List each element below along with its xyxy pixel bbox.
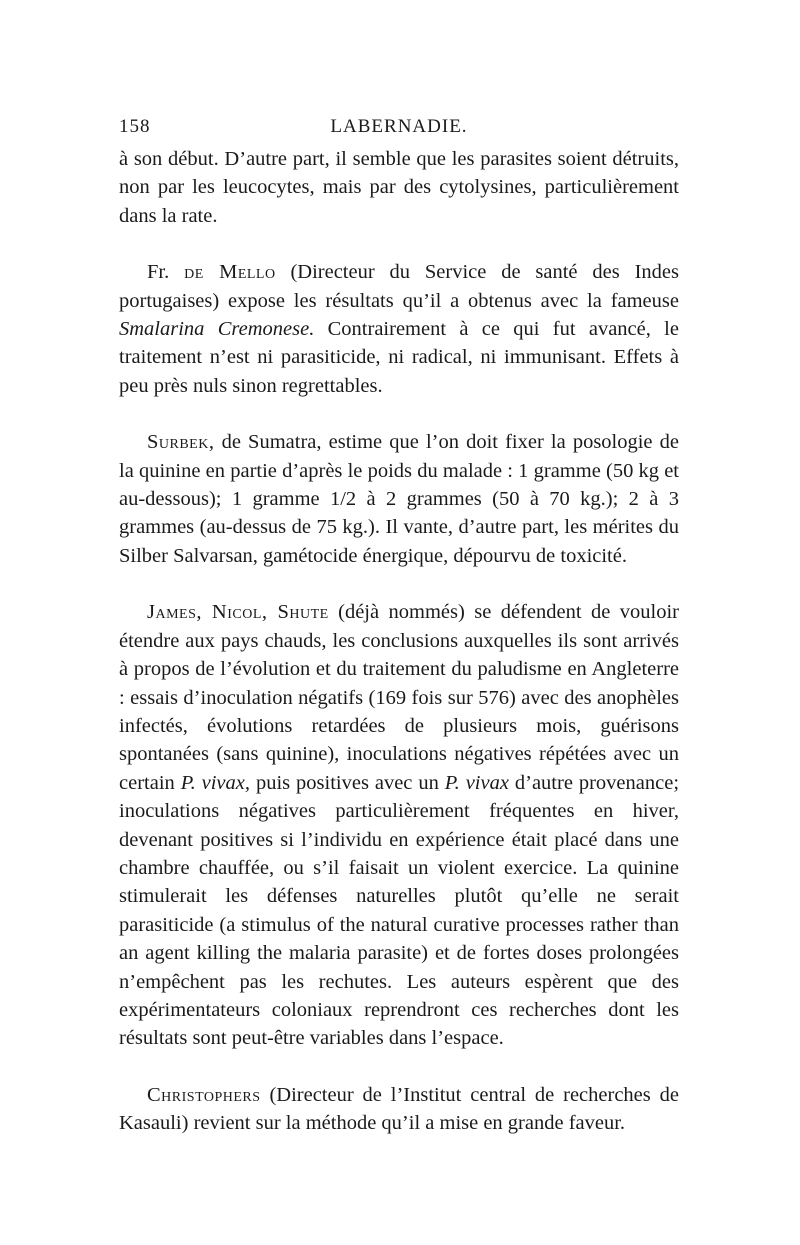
text-run: (Directeur de l’Institut central de recherches de Kasauli) revient sur la méthode qu’il a mise en grande faveur. [119, 1083, 679, 1135]
page-number: 158 [119, 116, 151, 137]
author-name: de Mello [184, 261, 276, 284]
book-page [119, 110, 679, 1138]
paragraph-4 [119, 598, 679, 1053]
paragraph-2 [119, 258, 679, 400]
text-run: de Sumatra, estime que l’on doit fixer la posologie de la quinine en partie d’après le poids du malade : 1 gramme (50 kg et au-dessous); 1 gramme 1/2 à 2 grammes (50 à 70 kg.); 2 à 3 grammes (au-dessus de 75 kg.). Il vante, d’autre part, les mérites du Silber Salvarsan, gamétocide énergique, dépourvu de toxicité. [119, 431, 679, 567]
text-run: Fr. [147, 261, 185, 284]
text-run: Contrairement à ce qui fut avancé, le traitement n’est ni parasiticide, ni radical, ni immunisant. Effets à peu près nuls sinon regrettables. [119, 318, 679, 397]
italic-text: P. vivax, [180, 771, 251, 794]
paragraph-5 [119, 1081, 679, 1138]
running-head: LABERNADIE. [330, 116, 468, 137]
text-run: puis positives avec un [250, 771, 445, 794]
author-name: James, Nicol, Shute [147, 601, 329, 624]
text-run: (Directeur du Service de santé des Indes portugaises) expose les résultats qu’il a obtenus avec la fameuse [119, 261, 679, 312]
page-header [119, 110, 679, 144]
italic-text: P. vivax [444, 771, 509, 794]
text-run: à son début. D’autre part, il semble que les parasites soient détruits, non par les leucocytes, mais par des cytolysines, particulièrement dans la rate. [119, 148, 679, 227]
paragraph-1 [119, 145, 679, 230]
author-name: Surbek, [147, 431, 215, 454]
text-run: d’autre provenance; inoculations négatives particulièrement fréquentes en hiver, devenant positives si l’individu en expérience était placé dans une chambre chauffée, ou s’il faisait un violent exercice. La quinine stimulerait les défenses naturelles plutôt qu’elle ne serait parasiticide (a stimulus of the natural curative processes rather than an agent killing the malaria parasite) et de fortes doses prolongées n’empêchent pas les rechutes. Les auteurs espèrent que des expérimentateurs coloniaux reprendront ces recherches dont les résultats sont peut-être variables dans l’espace. [119, 771, 680, 1050]
paragraph-3 [119, 428, 679, 570]
author-name: Christophers [147, 1083, 261, 1106]
body-text [119, 145, 679, 1138]
italic-text: Smalarina Cremonese. [119, 318, 315, 341]
text-run: (déjà nommés) se défendent de vouloir étendre aux pays chauds, les conclusions auxquelles ils sont arrivés à propos de l’évolution et du traitement du paludisme en Angleterre : essais d’inoculation négatifs (169 fois sur 576) avec des anophèles infectés, évolutions retardées de plusieurs mois, guérisons spontanées (sans quinine), inoculations négatives répétées avec un certain [119, 601, 679, 794]
